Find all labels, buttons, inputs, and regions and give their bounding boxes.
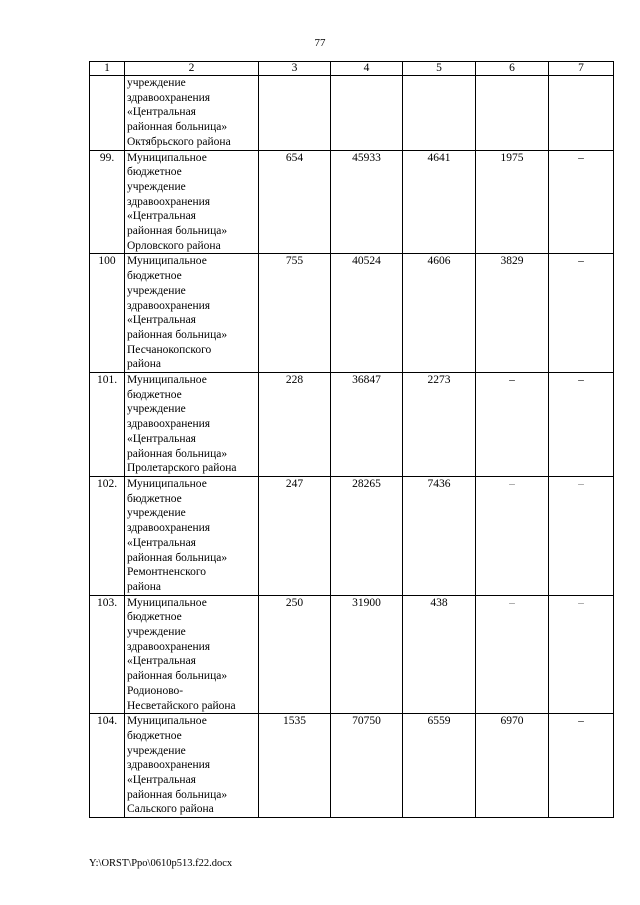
- col7-value: [549, 76, 614, 151]
- col3-value: 247: [259, 476, 331, 595]
- col3-value: 250: [259, 595, 331, 714]
- col5-value: 6559: [403, 714, 476, 818]
- column-header: 2: [125, 62, 259, 76]
- col6-value: –: [476, 476, 549, 595]
- row-number: 103.: [90, 595, 125, 714]
- row-number: 100: [90, 254, 125, 373]
- institution-name: учреждение здравоохранения «Центральная районная больница» Октябрьского района: [125, 76, 259, 151]
- institution-name: Муниципальное бюджетное учреждение здравоохранения «Центральная районная больница» Родионово- Несветайского района: [125, 595, 259, 714]
- data-table: [89, 61, 614, 818]
- row-number: 102.: [90, 476, 125, 595]
- col6-value: –: [476, 373, 549, 477]
- col3-value: [259, 76, 331, 151]
- col4-value: 70750: [331, 714, 403, 818]
- table-row: [90, 714, 614, 818]
- column-header: 7: [549, 62, 614, 76]
- col5-value: 4641: [403, 150, 476, 254]
- col7-value: –: [549, 595, 614, 714]
- institution-name: Муниципальное бюджетное учреждение здравоохранения «Центральная районная больница» Пролетарского района: [125, 373, 259, 477]
- col7-value: –: [549, 714, 614, 818]
- footer-file-path: Y:\ORST\Ppo\0610p513.f22.docx: [89, 858, 233, 869]
- col5-value: 7436: [403, 476, 476, 595]
- col3-value: 654: [259, 150, 331, 254]
- col6-value: 3829: [476, 254, 549, 373]
- col6-value: [476, 76, 549, 151]
- col4-value: 45933: [331, 150, 403, 254]
- table-row: [90, 595, 614, 714]
- col7-value: –: [549, 150, 614, 254]
- column-header: 3: [259, 62, 331, 76]
- row-number: 99.: [90, 150, 125, 254]
- col6-value: 6970: [476, 714, 549, 818]
- table-row: [90, 476, 614, 595]
- row-number: 104.: [90, 714, 125, 818]
- row-number: 101.: [90, 373, 125, 477]
- column-header: 5: [403, 62, 476, 76]
- col7-value: –: [549, 254, 614, 373]
- col3-value: 228: [259, 373, 331, 477]
- col4-value: 40524: [331, 254, 403, 373]
- page-number: 77: [314, 37, 326, 49]
- table-row: [90, 254, 614, 373]
- table-row: [90, 76, 614, 151]
- institution-name: Муниципальное бюджетное учреждение здравоохранения «Центральная районная больница» Орловского района: [125, 150, 259, 254]
- col4-value: 36847: [331, 373, 403, 477]
- header-row: [90, 62, 614, 76]
- column-header: 6: [476, 62, 549, 76]
- col4-value: [331, 76, 403, 151]
- col7-value: –: [549, 476, 614, 595]
- institution-name: Муниципальное бюджетное учреждение здравоохранения «Центральная районная больница» Сальского района: [125, 714, 259, 818]
- col5-value: [403, 76, 476, 151]
- row-number: [90, 76, 125, 151]
- column-header: 4: [331, 62, 403, 76]
- col4-value: 28265: [331, 476, 403, 595]
- col3-value: 1535: [259, 714, 331, 818]
- col6-value: –: [476, 595, 549, 714]
- col7-value: –: [549, 373, 614, 477]
- col5-value: 438: [403, 595, 476, 714]
- institution-name: Муниципальное бюджетное учреждение здравоохранения «Центральная районная больница» Ремонтненского района: [125, 476, 259, 595]
- col5-value: 4606: [403, 254, 476, 373]
- table-row: [90, 150, 614, 254]
- col3-value: 755: [259, 254, 331, 373]
- column-header: 1: [90, 62, 125, 76]
- table-row: [90, 373, 614, 477]
- col5-value: 2273: [403, 373, 476, 477]
- col6-value: 1975: [476, 150, 549, 254]
- col4-value: 31900: [331, 595, 403, 714]
- institution-name: Муниципальное бюджетное учреждение здравоохранения «Центральная районная больница» Песчанокопского района: [125, 254, 259, 373]
